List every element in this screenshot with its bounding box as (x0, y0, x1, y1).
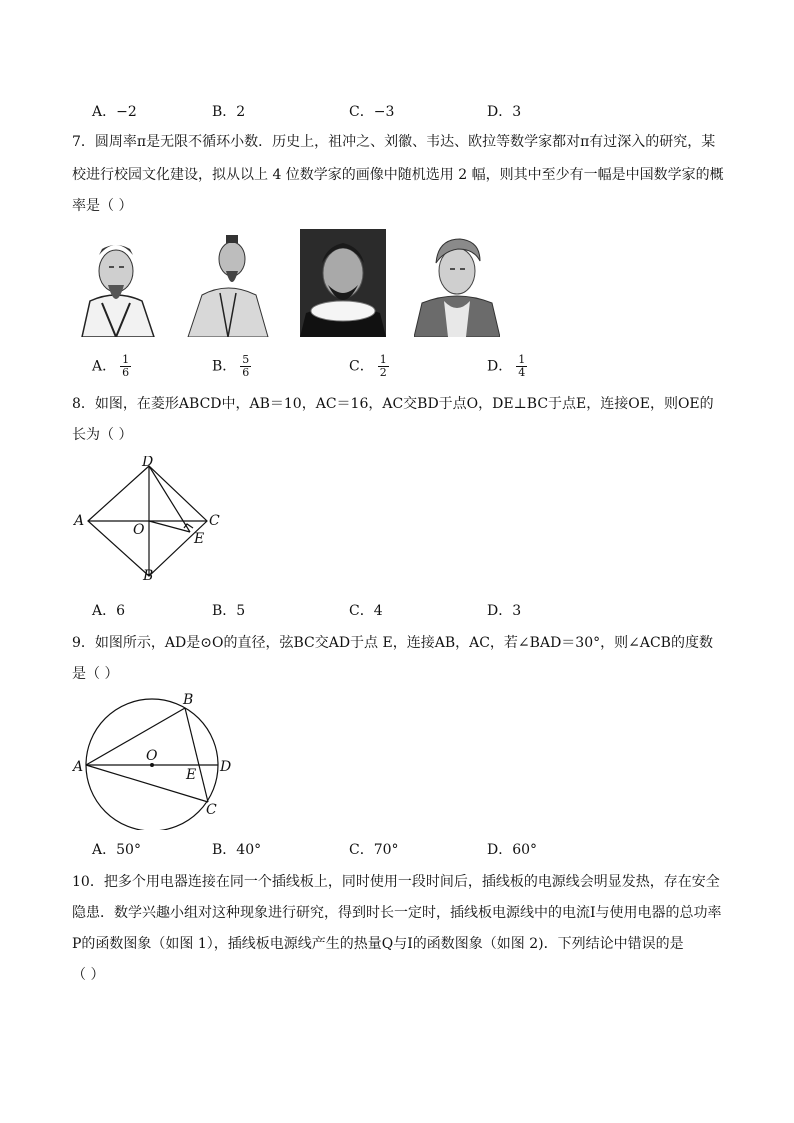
label-o: O (146, 748, 158, 764)
portrait-liu-hui (186, 229, 270, 337)
q8-option-b: B．5 (212, 603, 246, 619)
q10-text-line4: （ ） (72, 967, 105, 983)
portrait-euler (414, 229, 500, 337)
q8-option-d: D．3 (487, 603, 522, 619)
q6-option-d: D．3 (487, 104, 522, 120)
q10-text-line2: 隐患．数学兴趣小组对这种现象进行研究，得到时长一定时，插线板电源线中的电流I与使用电器的总功率 (72, 905, 722, 921)
label-b: B (143, 568, 154, 584)
q7-option-a: A． $\frac{1}{6}$ (92, 353, 130, 379)
q9-text-line2: 是（ ） (72, 666, 119, 682)
q7-text-line2: 校进行校园文化建设，拟从以上 4 位数学家的画像中随机选用 2 幅，则其中至少有一幅是中国数学家的概 (72, 167, 724, 183)
label-o: O (133, 522, 145, 538)
q9-option-c: C．70° (349, 842, 399, 858)
q7-option-d: D． $\frac{1}{4}$ (487, 353, 526, 379)
label-b: B (183, 692, 194, 708)
chord-ab (86, 708, 185, 765)
q8-text-line2: 长为（ ） (72, 427, 133, 443)
q7-text-line3: 率是（ ） (72, 198, 133, 214)
q9-text-line1: 9．如图所示，AD是⊙O的直径，弦BC交AD于点 E，连接AB，AC，若∠BAD＝30°，则∠ACB的度数 (72, 635, 713, 651)
label-d: D (220, 759, 232, 775)
chord-bc (185, 708, 208, 802)
q10-text-line3: P的函数图象（如图 1），插线板电源线产生的热量Q与I的函数图象（如图 2)．下列结论中错误的是 (72, 936, 684, 952)
q9-circle-figure (70, 690, 240, 830)
label-d: D (142, 456, 154, 470)
label-e: E (194, 531, 205, 547)
q8-text-line1: 8．如图，在菱形ABCD中，AB＝10，AC＝16，AC交BD于点O，DE⊥BC于点E，连接OE，则OE的 (72, 396, 714, 412)
q8-option-a: A．6 (92, 603, 126, 619)
portrait-zu-chongzhi (72, 229, 160, 337)
q9-option-b: B．40° (212, 842, 262, 858)
portrait-vieta (300, 229, 386, 337)
q10-text-line1: 10．把多个用电器连接在同一个插线板上，同时使用一段时间后，插线板的电源线会明显发热，存在安全 (72, 874, 720, 890)
label-c: C (209, 513, 220, 529)
q8-option-c: C．4 (349, 603, 383, 619)
label-a: A (73, 759, 84, 775)
q6-option-b: B．2 (212, 104, 246, 120)
q7-text-line1: 7．圆周率π是无限不循环小数．历史上，祖冲之、刘徽、韦达、欧拉等数学家都对π有过深入的研究，某 (72, 134, 716, 150)
q9-option-a: A．50° (92, 842, 141, 858)
label-a: A (74, 513, 85, 529)
q8-rhombus-figure (70, 456, 230, 586)
q7-option-c: C． $\frac{1}{2}$ (349, 353, 387, 379)
q7-option-b: B． $\frac{5}{6}$ (212, 353, 250, 379)
q6-option-a: A．−2 (92, 104, 137, 120)
q9-option-d: D．60° (487, 842, 538, 858)
label-e: E (186, 767, 197, 783)
q6-option-c: C．−3 (349, 104, 395, 120)
label-c: C (206, 802, 217, 818)
